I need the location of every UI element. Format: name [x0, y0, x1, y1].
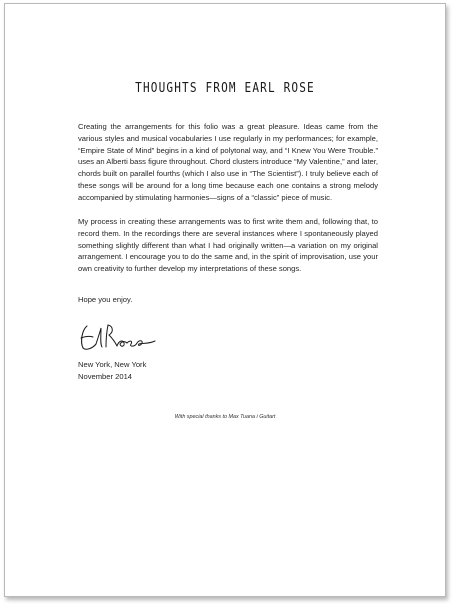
signature-date: November 2014: [78, 372, 133, 381]
paragraph-closing: Hope you enjoy.: [78, 295, 133, 304]
signature-place: New York, New York: [78, 360, 147, 369]
paragraph-arrangements: Creating the arrangements for this folio was a great pleasure. Ideas came from the various styles and musical vocabularies I use regularly in my performances; for example, “Empire State of Mind” begins in a kind of polytonal way, and “I Knew You Were Trouble.” uses an Alberti bass figure throughout. Chord clusters introduce “My Valentine,” and later, chords built on parallel fourths (which I also use in “The Scientist”). I truly believe each of these songs will be around for a long time because each one contains a strong melody accompanied by stimulating harmonies—signs of a “classic” piece of music.: [78, 122, 378, 202]
paragraph-process: My process in creating these arrangements was to first write them and, following that, to record them. In the recordings there are several instances where I spontaneously played something slightly different than what I had originally written—a variation on my original arrangement. I encourage you to do the same and, in the spirit of improvisation, use your own creativity to further develop my interpretations of these songs.: [78, 217, 378, 274]
document-page: [4, 3, 446, 597]
page-title: THOUGHTS FROM EARL ROSE: [135, 80, 315, 96]
handwritten-signature: [77, 320, 157, 356]
acknowledgement-note: With special thanks to Max Tuana i Guitart: [174, 414, 276, 420]
